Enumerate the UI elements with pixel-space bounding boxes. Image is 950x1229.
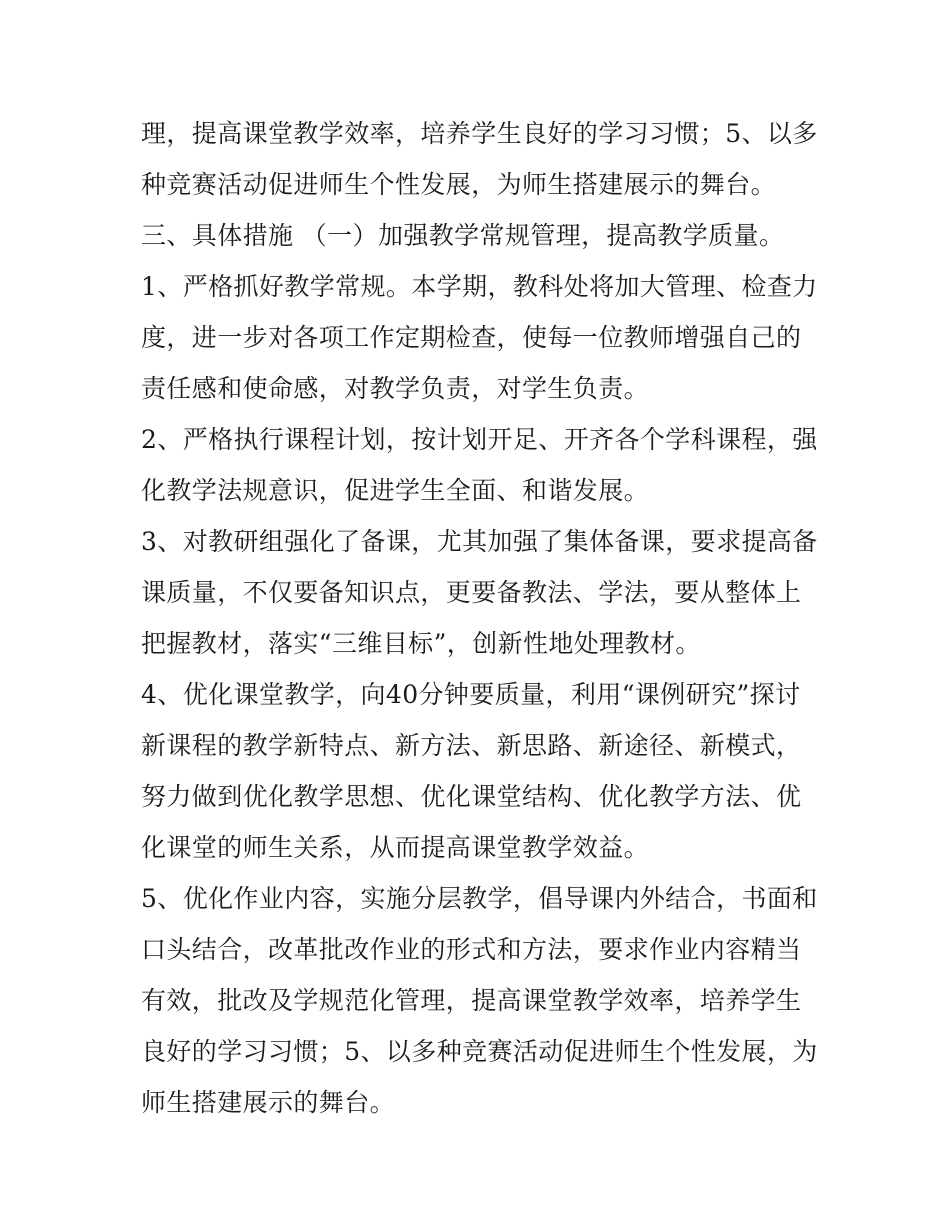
document-body — [141, 108, 821, 1128]
paragraph-item-4: 4、优化课堂教学，向40分钟要质量，利用“课例研究”探讨新课程的教学新特点、新方法、新思路、新途径、新模式，努力做到优化教学思想、优化课堂结构、优化教学方法、优化课堂的师生关系，从而提高课堂教学效益。 — [141, 680, 802, 862]
paragraph-item-3: 3、对教研组强化了备课，尤其加强了集体备课，要求提高备课质量，不仅要备知识点，更要备教法、学法，要从整体上把握教材，落实“三维目标”，创新性地处理教材。 — [141, 527, 818, 658]
paragraph-item-1: 1、严格抓好教学常规。本学期，教科处将加大管理、检查力度，进一步对各项工作定期检查，使每一位教师增强自己的责任感和使命感，对教学负责，对学生负责。 — [141, 272, 818, 403]
paragraph-item-5: 5、优化作业内容，实施分层教学，倡导课内外结合，书面和口头结合，改革批改作业的形式和方法，要求作业内容精当有效，批改及学规范化管理，提高课堂教学效率，培养学生良好的学习习惯；5、以多种竞赛活动促进师生个性发展，为师生搭建展示的舞台。 — [141, 884, 818, 1117]
paragraph-item-2: 2、严格执行课程计划，按计划开足、开齐各个学科课程，强化教学法规意识，促进学生全面、和谐发展。 — [141, 425, 818, 505]
section-heading-measures: 三、具体措施 （一）加强教学常规管理，提高教学质量。 — [141, 221, 785, 250]
paragraph-continuation: 理，提高课堂教学效率，培养学生良好的学习习惯；5、以多种竞赛活动促进师生个性发展，为师生搭建展示的舞台。 — [141, 119, 818, 199]
